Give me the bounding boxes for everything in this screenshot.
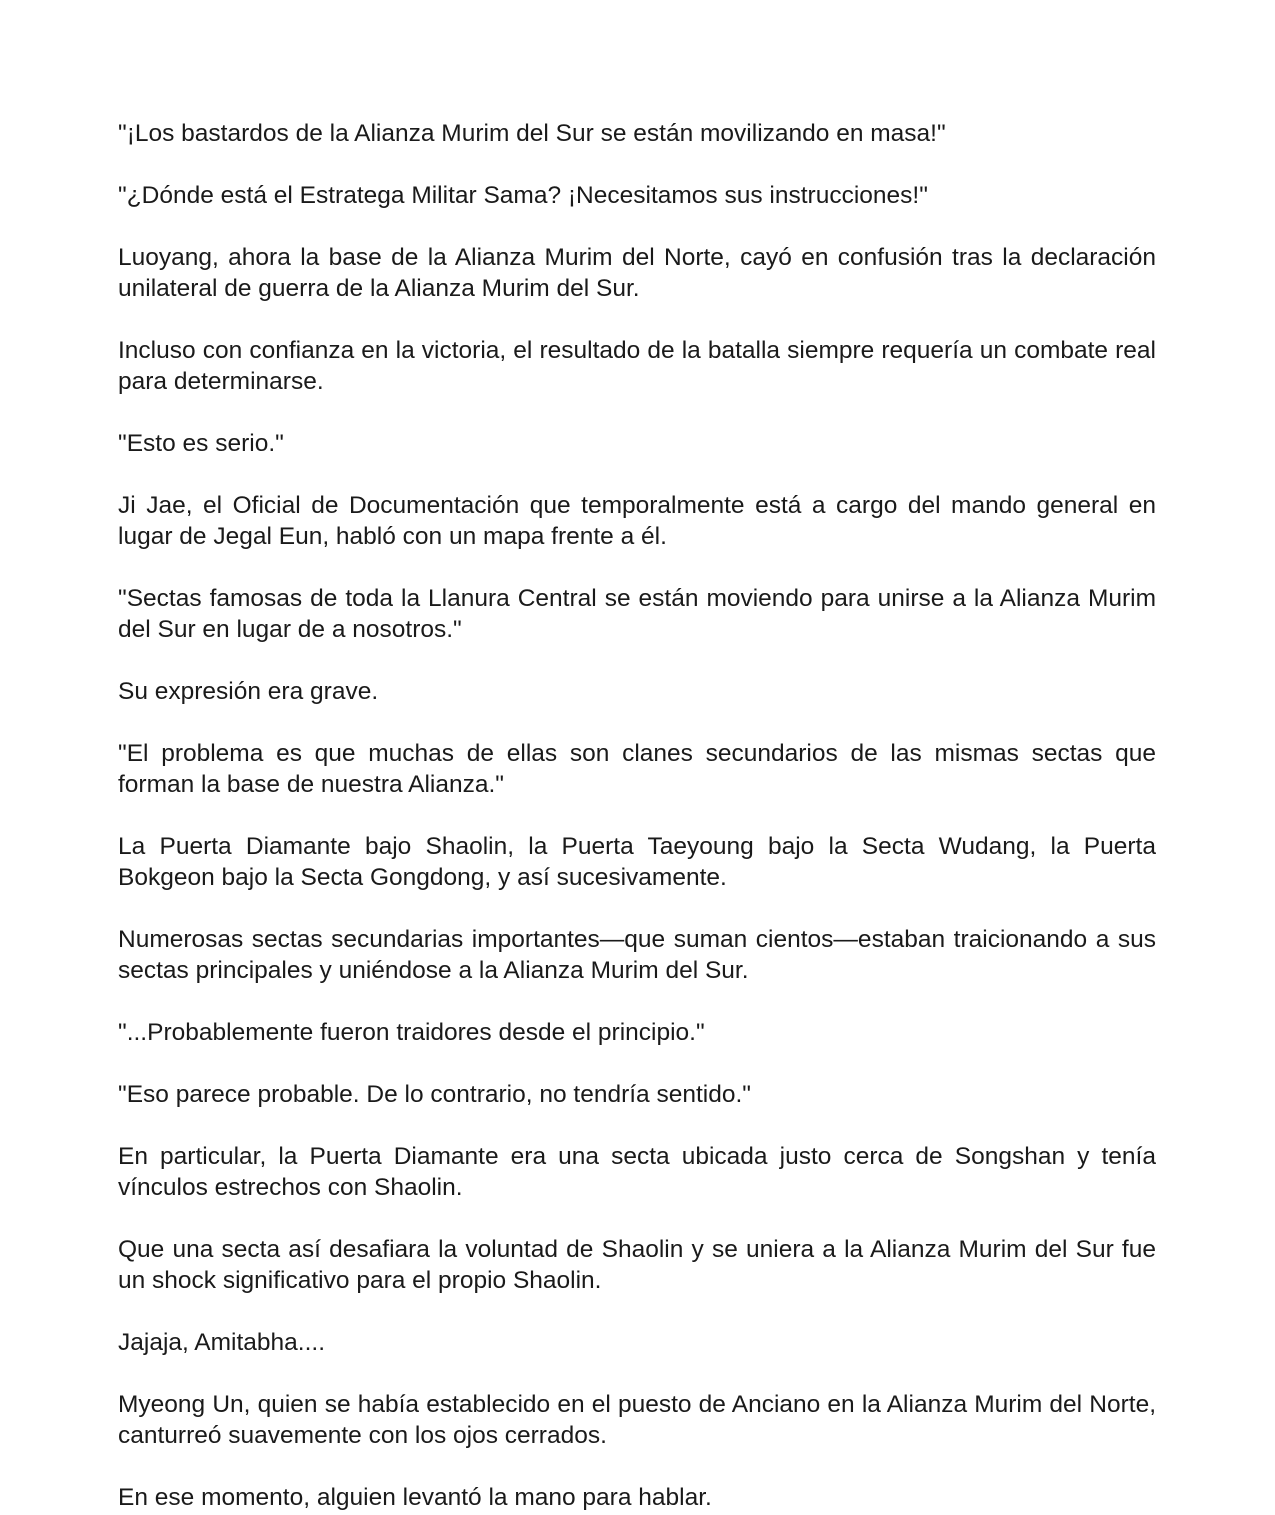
paragraph: Jajaja, Amitabha.... [118,1329,326,1356]
paragraph: Que una secta así desafiara la voluntad de Shaolin y se uniera a la Alianza Murim del Sur fue un shock significativo para el propio Shaolin. [118,1236,1156,1294]
paragraph: En particular, la Puerta Diamante era una secta ubicada justo cerca de Songshan y tenía vínculos estrechos con Shaolin. [118,1143,1156,1201]
paragraph: Numerosas sectas secundarias importantes—que suman cientos—estaban traicionando a sus sectas principales y uniéndose a la Alianza Murim del Sur. [118,926,1156,984]
paragraph: "¿Dónde está el Estratega Militar Sama? ¡Necesitamos sus instrucciones!" [118,182,928,209]
paragraph: Incluso con confianza en la victoria, el resultado de la batalla siempre requería un combate real para determinarse. [118,337,1156,395]
paragraph: Ji Jae, el Oficial de Documentación que temporalmente está a cargo del mando general en lugar de Jegal Eun, habló con un mapa frente a él. [118,492,1156,550]
paragraph: Su expresión era grave. [118,678,379,705]
document-body [118,118,1156,1515]
paragraph: Myeong Un, quien se había establecido en el puesto de Anciano en la Alianza Murim del Norte, canturreó suavemente con los ojos cerrados. [118,1391,1156,1449]
paragraph: "¡Los bastardos de la Alianza Murim del Sur se están movilizando en masa!" [118,120,946,147]
paragraph: "...Probablemente fueron traidores desde el principio." [118,1019,705,1046]
paragraph: "El problema es que muchas de ellas son clanes secundarios de las mismas sectas que forman la base de nuestra Alianza." [118,740,1156,798]
paragraph: "Esto es serio." [118,430,284,457]
paragraph: La Puerta Diamante bajo Shaolin, la Puerta Taeyoung bajo la Secta Wudang, la Puerta Bokgeon bajo la Secta Gongdong, y así sucesivamente. [118,833,1156,891]
paragraph: Luoyang, ahora la base de la Alianza Murim del Norte, cayó en confusión tras la declaración unilateral de guerra de la Alianza Murim del Sur. [118,244,1156,302]
paragraph: "Sectas famosas de toda la Llanura Central se están moviendo para unirse a la Alianza Murim del Sur en lugar de a nosotros." [118,585,1156,643]
paragraph: "Eso parece probable. De lo contrario, no tendría sentido." [118,1081,751,1108]
paragraph: En ese momento, alguien levantó la mano para hablar. [118,1484,712,1511]
